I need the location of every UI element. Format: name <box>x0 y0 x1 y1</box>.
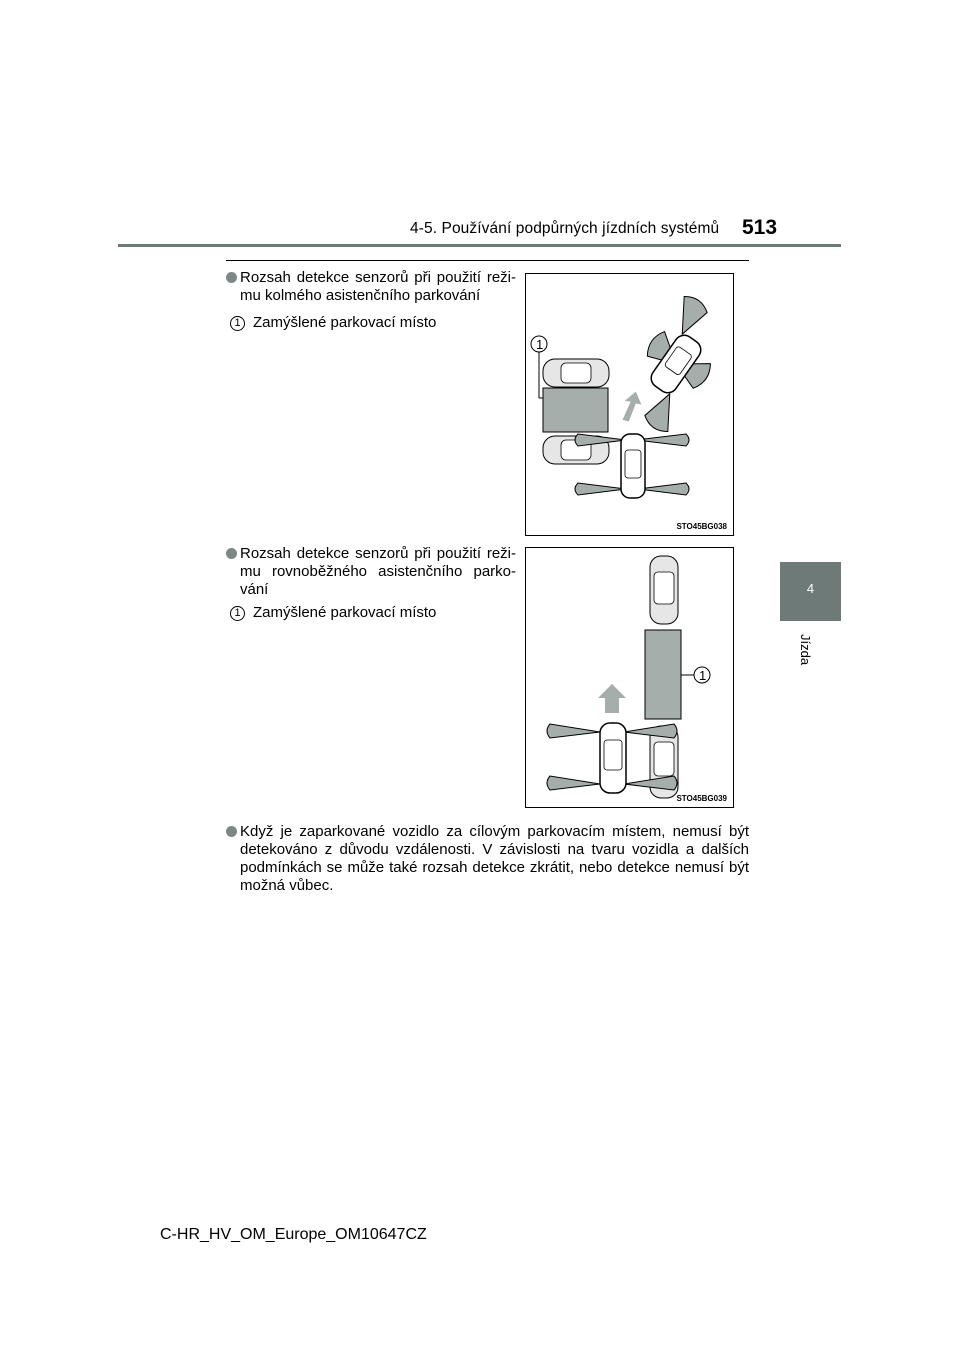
bullet-icon <box>226 826 237 837</box>
figure-parallel-parking <box>525 547 734 808</box>
bullet-text: Když je zaparkované vozidlo za cílovým parkovacím místem, nemusí být detekováno z důvodu vzdálenosti. V závislosti na tvaru vozidla a dalších podmínkách se může také rozsah detekce zkrátit, nebo detekce nemusí být možná vůbec. <box>240 823 749 894</box>
parallel-parking-diagram <box>526 548 733 807</box>
callout <box>230 604 436 622</box>
own-car <box>575 434 689 498</box>
bullet-item <box>226 269 516 305</box>
direction-arrow-icon <box>622 391 642 422</box>
figure-code: STO45BG038 <box>676 522 727 531</box>
perpendicular-parking-diagram <box>526 274 733 535</box>
section-heading: 4-5. Používání podpůrných jízdních systémů <box>410 220 720 237</box>
chapter-tab <box>780 562 841 621</box>
bullet-text: Rozsah detekce senzorů při použití reži-mu kolmého asistenčního parkování <box>240 269 516 304</box>
section-rule <box>226 260 749 261</box>
svg-text:1: 1 <box>699 668 707 683</box>
callout <box>230 314 436 332</box>
callout-text: Zamýšlené parkovací místo <box>253 604 437 621</box>
bullet-icon <box>226 272 237 283</box>
parked-car <box>543 359 609 387</box>
callout-number: 1 <box>230 316 245 331</box>
figure-perpendicular-parking <box>525 273 734 536</box>
chapter-label: Jízda <box>798 634 813 666</box>
footer-document-id: C-HR_HV_OM_Europe_OM10647CZ <box>160 1226 427 1243</box>
parked-car <box>650 556 678 624</box>
direction-arrow-icon <box>598 684 626 713</box>
bullet-icon <box>226 548 237 559</box>
callout-text: Zamýšlené parkovací místo <box>253 314 437 331</box>
target-parking-space <box>543 388 608 432</box>
svg-text:1: 1 <box>536 337 544 352</box>
callout-number: 1 <box>230 606 245 621</box>
chapter-number: 4 <box>806 581 815 596</box>
figure-code: STO45BG039 <box>676 794 727 803</box>
target-parking-space <box>645 630 681 719</box>
bullet-item <box>226 545 516 599</box>
page-number: 513 <box>742 216 778 239</box>
header-rule <box>118 244 841 247</box>
bullet-item <box>226 823 749 895</box>
bullet-text: Rozsah detekce senzorů při použití reži-mu rovnoběžného asistenčního parko-vání <box>240 545 516 598</box>
